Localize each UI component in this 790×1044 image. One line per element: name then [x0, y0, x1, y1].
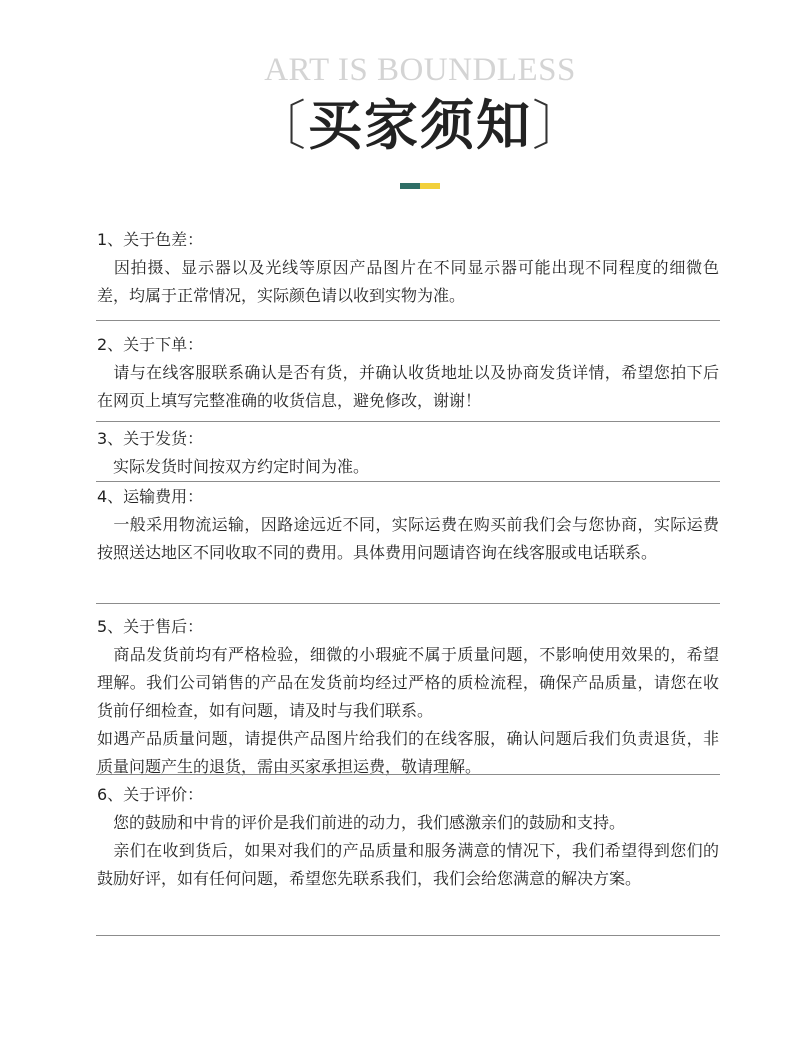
title-right-bracket: 〕	[532, 94, 588, 157]
section-divider	[96, 421, 720, 422]
accent-bar-yellow	[420, 183, 440, 189]
title-accent-bar	[400, 183, 440, 189]
title-left-bracket: 〔	[252, 94, 308, 157]
section-color-difference	[97, 226, 719, 310]
section-after-sales	[97, 613, 719, 781]
title-text: 买家须知	[308, 93, 532, 157]
section-paragraph: 实际发货时间按双方约定时间为准。	[97, 457, 370, 476]
section-shipping-cost	[97, 483, 719, 567]
section-heading: 6、关于评价：	[97, 785, 204, 804]
section-shipping	[97, 425, 719, 481]
section-heading: 5、关于售后：	[97, 617, 204, 636]
section-divider	[96, 774, 720, 775]
page-title	[0, 88, 790, 163]
section-heading: 2、关于下单：	[97, 335, 204, 354]
section-paragraph: 您的鼓励和中肯的评价是我们前进的动力，我们感激亲们的鼓励和支持。	[97, 813, 626, 832]
header-subtitle: ART IS BOUNDLESS	[264, 52, 576, 88]
section-divider	[96, 603, 720, 604]
section-paragraph: 请与在线客服联系确认是否有货，并确认收货地址以及协商发货详情，希望您拍下后在网页上填写完整准确的收货信息，避免修改，谢谢！	[97, 363, 719, 410]
accent-bar-teal	[400, 183, 420, 189]
section-reviews	[97, 781, 719, 893]
section-heading: 4、运输费用：	[97, 487, 204, 506]
section-heading: 3、关于发货：	[97, 429, 204, 448]
section-heading: 1、关于色差：	[97, 230, 204, 249]
section-paragraph: 如遇产品质量问题，请提供产品图片给我们的在线客服，确认问题后我们负责退货，非质量问题产生的退货，需由买家承担运费，敬请理解。	[97, 729, 719, 776]
section-paragraph: 亲们在收到货后，如果对我们的产品质量和服务满意的情况下，我们希望得到您们的鼓励好评，如有任何问题，希望您先联系我们，我们会给您满意的解决方案。	[97, 841, 719, 888]
section-paragraph: 因拍摄、显示器以及光线等原因产品图片在不同显示器可能出现不同程度的细微色差，均属于正常情况，实际颜色请以收到实物为准。	[97, 258, 719, 305]
section-paragraph: 一般采用物流运输，因路途远近不同，实际运费在购买前我们会与您协商，实际运费按照送达地区不同收取不同的费用。具体费用问题请咨询在线客服或电话联系。	[97, 515, 719, 562]
section-divider	[96, 935, 720, 936]
section-paragraph: 商品发货前均有严格检验，细微的小瑕疵不属于质量问题，不影响使用效果的，希望理解。我们公司销售的产品在发货前均经过严格的质检流程，确保产品质量，请您在收货前仔细检查，如有问题，请及时与我们联系。	[97, 645, 719, 720]
section-ordering	[97, 331, 719, 415]
section-divider	[96, 481, 720, 482]
section-divider	[96, 320, 720, 321]
